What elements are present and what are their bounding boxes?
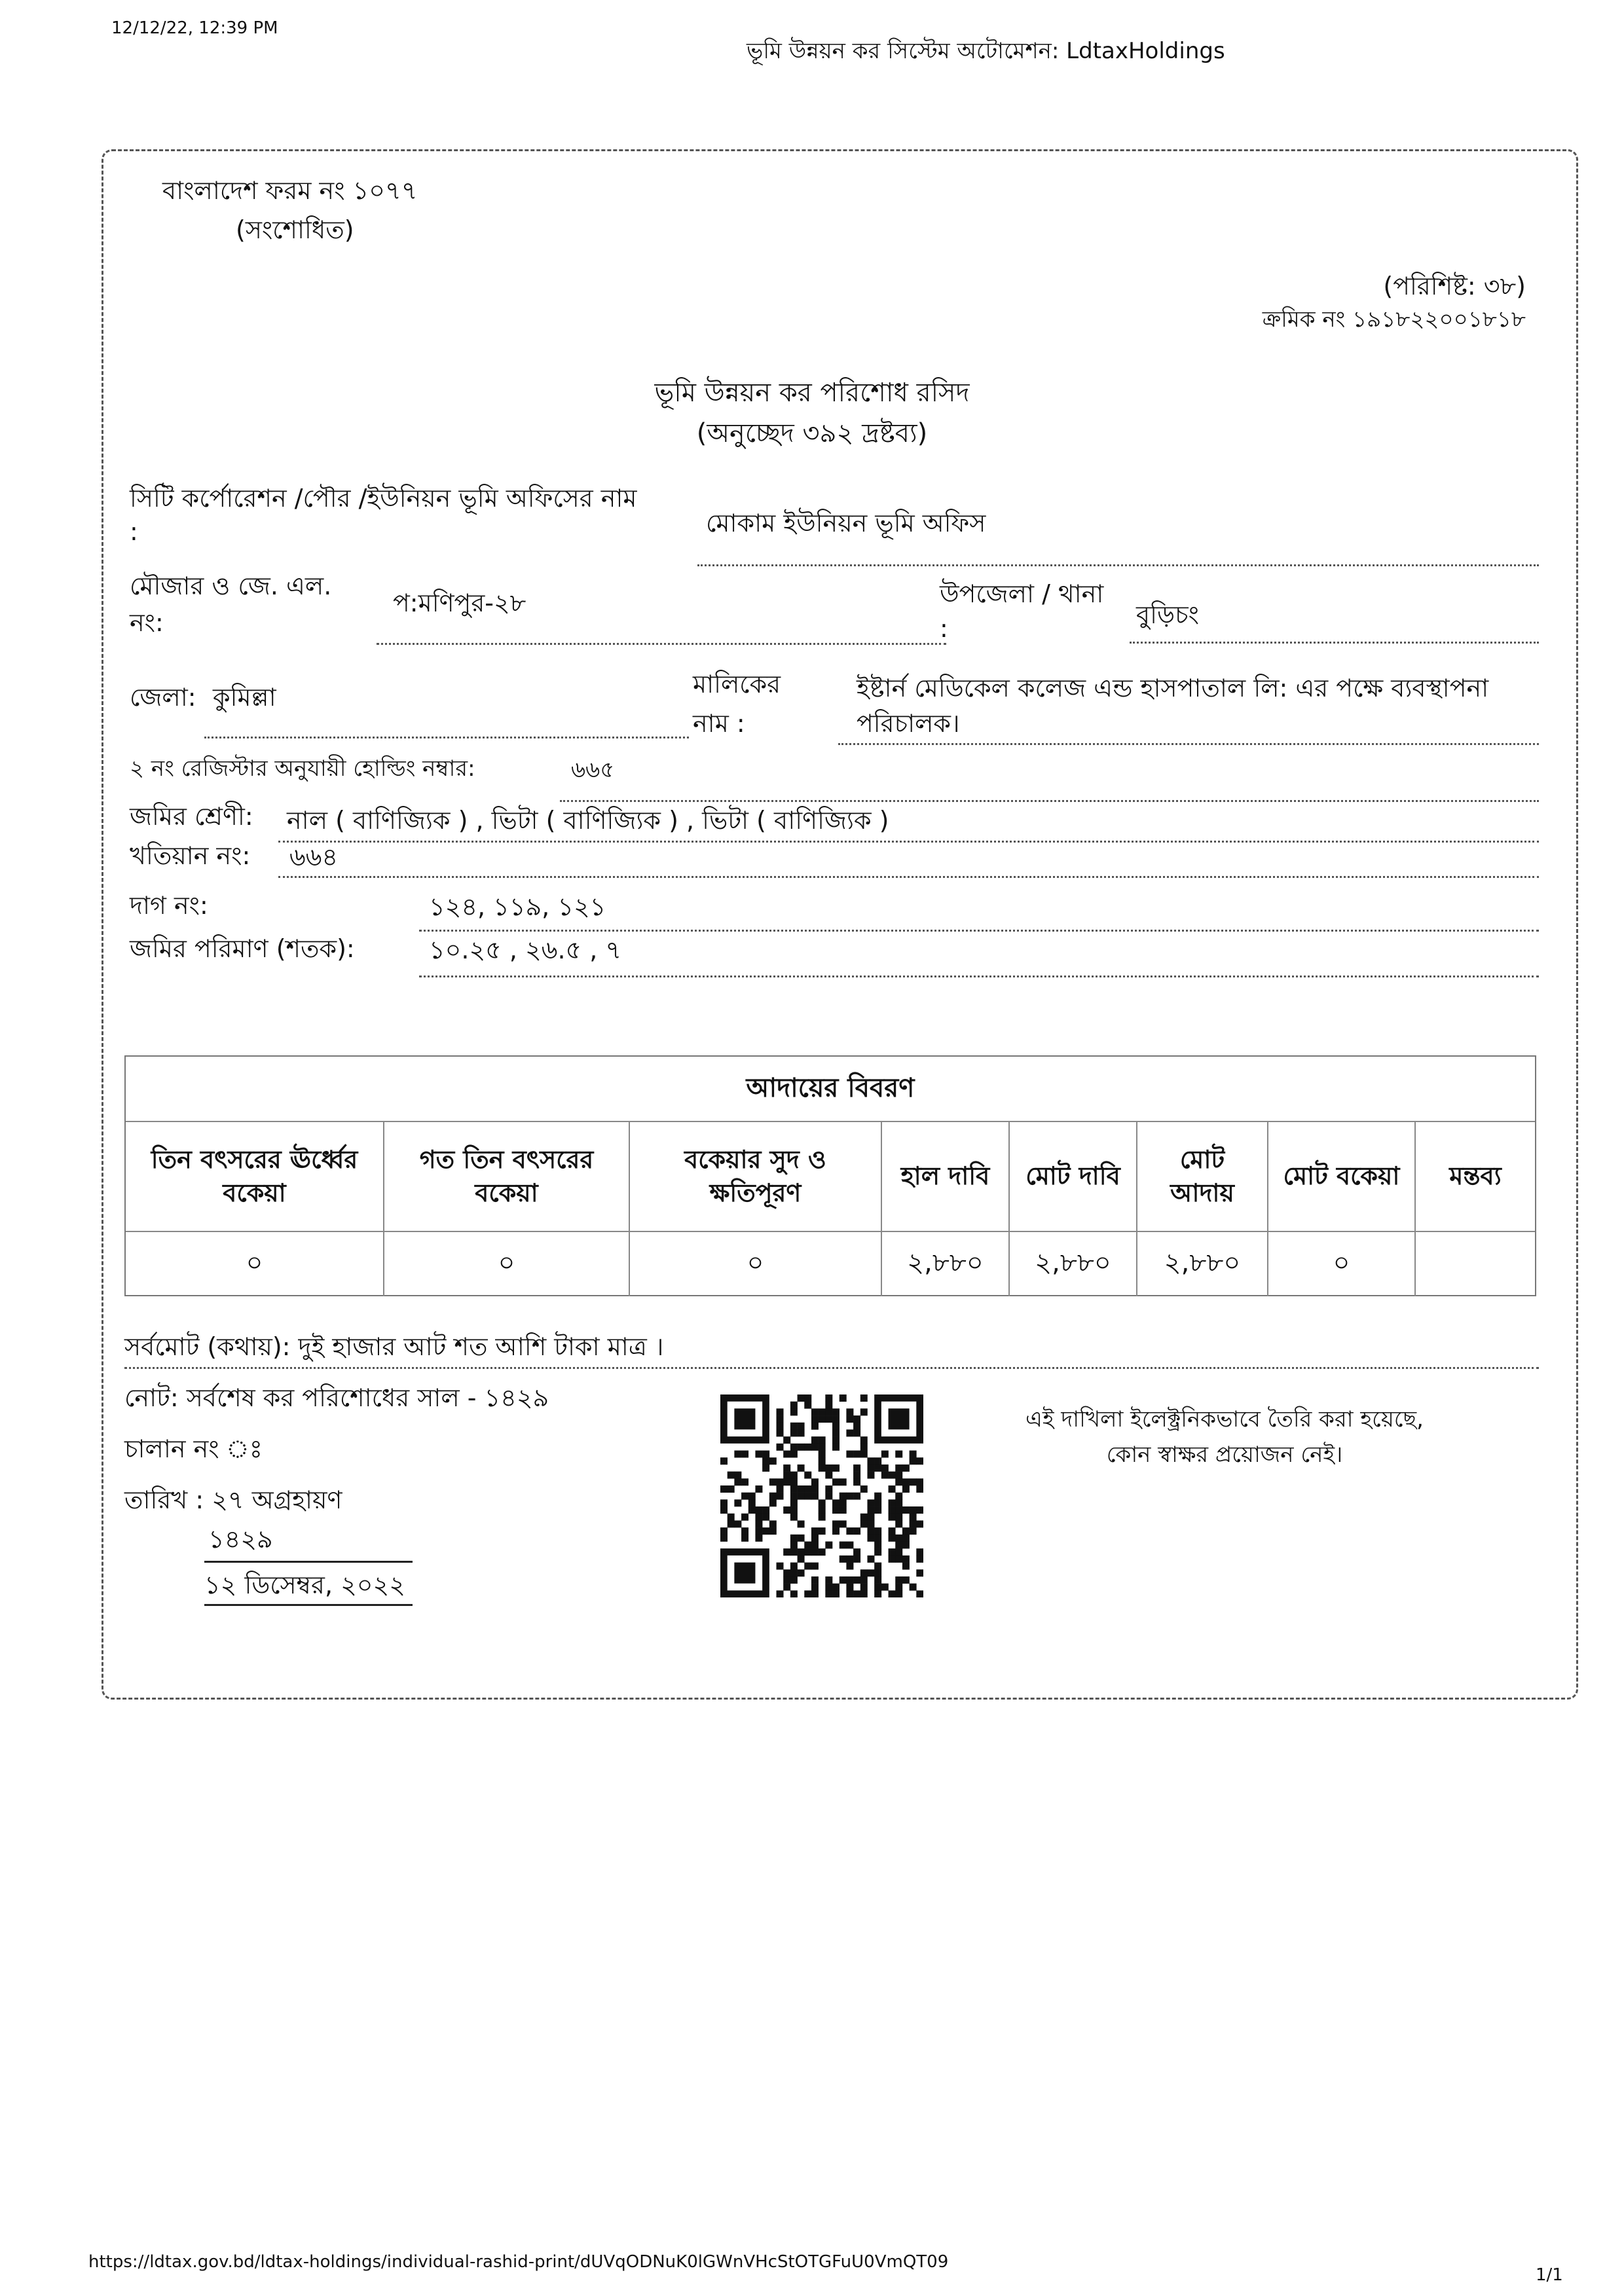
table-column xyxy=(384,1122,630,1296)
column-value: ২,৮৮০ xyxy=(907,1247,984,1278)
mouza-label-line1: মৌজার ও জে. এল. xyxy=(130,572,332,600)
column-value: ২,৮৮০ xyxy=(1164,1247,1241,1278)
khatian-underline xyxy=(278,876,1539,878)
column-header: বকেয়ার সুদ ও ক্ষতিপূরণ xyxy=(630,1122,881,1232)
table-column xyxy=(630,1122,882,1296)
office-colon: : xyxy=(130,517,138,546)
column-value xyxy=(1416,1232,1535,1295)
date-underline xyxy=(204,1604,413,1606)
area-underline xyxy=(419,975,1539,977)
last-payment-note: নোট: সর্বশেষ কর পরিশোধের সাল - ১৪২৯ xyxy=(124,1383,549,1412)
mouza-underline xyxy=(377,643,946,645)
challan-number: চালান নং ঃ xyxy=(124,1434,263,1463)
owner-value-line2: পরিচালক। xyxy=(857,709,960,738)
owner-value-line1: ইষ্টার্ন মেডিকেল কলেজ এন্ড হাসপাতাল লি: এর পক্ষে ব্যবস্থাপনা xyxy=(857,674,1489,702)
owner-underline xyxy=(838,743,1539,745)
table-column xyxy=(126,1122,384,1296)
land-class-label: জমির শ্রেণী: xyxy=(130,802,253,831)
district-label: জেলা: xyxy=(130,683,196,712)
upazila-value: বুড়িচং xyxy=(1136,600,1200,629)
district-value: কুমিল্লা xyxy=(213,683,276,712)
column-header: মন্তব্য xyxy=(1416,1122,1535,1232)
form-revised: (সংশোধিত) xyxy=(236,215,354,244)
column-header: গত তিন বৎসরের বকেয়া xyxy=(384,1122,629,1232)
appendix-label: (পরিশিষ্ট: ৩৮) xyxy=(1383,272,1526,301)
date-divider xyxy=(204,1561,413,1563)
total-in-words: সর্বমোট (কথায়): দুই হাজার আট শত আশি টাকা মাত্র । xyxy=(124,1332,664,1361)
office-label: সিটি কর্পোরেশন /পৌর /ইউনিয়ন ভূমি অফিসের নাম xyxy=(130,484,637,513)
total-underline xyxy=(124,1367,1539,1369)
holding-label: ২ নং রেজিস্টার অনুযায়ী হোল্ডিং নম্বার: xyxy=(130,756,475,782)
upazila-label: উপজেলা / থানা xyxy=(940,579,1104,608)
column-header: হাল দাবি xyxy=(882,1122,1008,1232)
date-gregorian: ১২ ডিসেম্বর, ২০২২ xyxy=(204,1571,405,1599)
qr-code xyxy=(720,1394,923,1597)
column-value: ২,৮৮০ xyxy=(1035,1247,1111,1278)
upazila-underline xyxy=(1130,642,1539,644)
print-datetime: 12/12/22, 12:39 PM xyxy=(111,18,278,38)
column-header: মোট বকেয়া xyxy=(1268,1122,1414,1232)
owner-label-line1: মালিকের xyxy=(693,670,781,699)
khatian-label: খতিয়ান নং: xyxy=(130,841,251,870)
electronic-note-line1: এই দাখিলা ইলেক্ট্রনিকভাবে তৈরি করা হয়েছে, xyxy=(1025,1406,1424,1432)
serial-number: ক্রমিক নং ১৯১৮২২০০১৮১৮ xyxy=(1262,306,1526,333)
mouza-label-line2: নং: xyxy=(130,608,164,637)
form-number: বাংলাদেশ ফরম নং ১০৭৭ xyxy=(162,176,418,205)
column-value: ০ xyxy=(1333,1247,1350,1278)
upazila-colon: : xyxy=(940,614,948,643)
receipt-subtitle: (অনুচ্ছেদ ৩৯২ দ্রষ্টব্য) xyxy=(696,418,928,448)
district-underline xyxy=(204,737,689,738)
collection-table-title: আদায়ের বিবরণ xyxy=(126,1057,1535,1122)
print-title: ভূমি উন্নয়ন কর সিস্টেম অটোমেশন: LdtaxHoldings xyxy=(747,38,1225,64)
holding-value: ৬৬৫ xyxy=(571,757,615,783)
column-header: তিন বৎসরের ঊর্ধ্বের বকেয়া xyxy=(126,1122,383,1232)
print-url: https://ldtax.gov.bd/ldtax-holdings/individual-rashid-print/dUVqODNuK0lGWnVHcStOTGFuU0VmQT09 xyxy=(88,2252,949,2272)
print-page-number: 1/1 xyxy=(1536,2265,1563,2285)
office-value: মোকাম ইউনিয়ন ভূমি অফিস xyxy=(706,509,986,538)
khatian-value: ৬৬৪ xyxy=(289,843,339,871)
date-bangla-year: ১৪২৯ xyxy=(208,1525,273,1554)
dag-value: ১২৪, ১১৯, ১২১ xyxy=(429,892,606,921)
collection-table xyxy=(124,1055,1536,1296)
column-value: ০ xyxy=(747,1247,764,1278)
dag-label: দাগ নং: xyxy=(130,891,208,920)
column-value: ০ xyxy=(498,1247,515,1278)
column-header: মোট আদায় xyxy=(1137,1122,1267,1232)
date-bangla: তারিখ : ২৭ অগ্রহায়ণ xyxy=(124,1485,342,1514)
column-value: ০ xyxy=(246,1247,263,1278)
electronic-note-line2: কোন স্বাক্ষর প্রয়োজন নেই। xyxy=(1106,1442,1343,1468)
table-column xyxy=(1268,1122,1416,1296)
land-class-underline xyxy=(278,841,1539,843)
table-column xyxy=(1416,1122,1535,1296)
area-value: ১০.২৫ , ২৬.৫ , ৭ xyxy=(429,936,622,964)
column-header: মোট দাবি xyxy=(1010,1122,1136,1232)
area-label: জমির পরিমাণ (শতক): xyxy=(130,934,355,963)
land-class-value: নাল ( বাণিজ্যিক ) , ভিটা ( বাণিজ্যিক ) , ভিটা ( বাণিজ্যিক ) xyxy=(287,806,889,835)
mouza-value: প:মণিপুর-২৮ xyxy=(393,589,526,617)
owner-label-line2: নাম : xyxy=(693,709,745,738)
receipt-title: ভূমি উন্নয়ন কর পরিশোধ রসিদ xyxy=(654,378,970,408)
office-underline xyxy=(697,564,1539,566)
table-column xyxy=(1137,1122,1268,1296)
table-column xyxy=(1010,1122,1137,1296)
table-column xyxy=(882,1122,1010,1296)
